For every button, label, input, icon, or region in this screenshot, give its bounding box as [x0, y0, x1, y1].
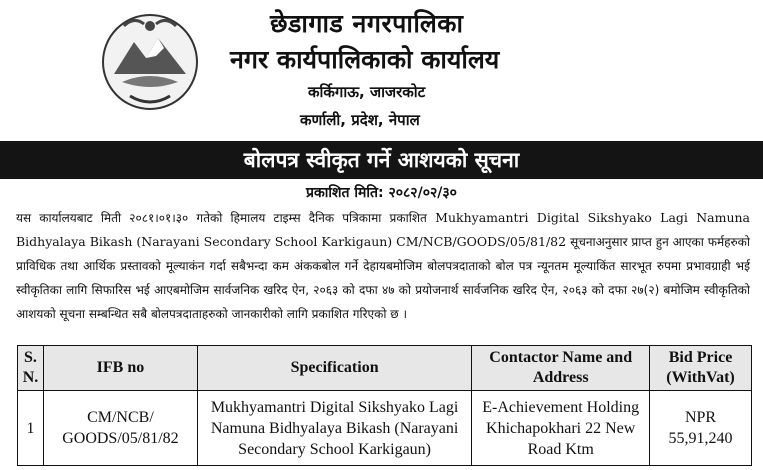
cell-spec: Mukhyamantri Digital Sikshyako Lagi Namuna Bidhyalaya Bikash (Narayani Secondary School Karkigaun) — [197, 391, 471, 466]
col-header-price: Bid Price (WithVat) — [650, 346, 752, 391]
published-date: २०८२/०२/३० — [388, 185, 457, 201]
cell-price: NPR 55,91,240 — [650, 391, 752, 466]
col-header-spec: Specification — [197, 346, 471, 391]
body-project-name: Mukhyamantri Digital Sikshyako Lagi Namuna Bidhyalaya Bikash (Narayani Secondary School Karkigaun) CM/NCB/GOODS/05/81/82 — [16, 210, 751, 249]
col-header-contractor: Contactor Name and Address — [472, 346, 650, 391]
table-header-row — [18, 346, 752, 391]
office-name: नगर कार्यपालिकाको कार्यालय — [230, 45, 500, 74]
notice-title: बोलपत्र स्वीकृत गर्ने आशयको सूचना — [0, 141, 763, 179]
cell-sn: 1 — [18, 391, 44, 466]
cell-contractor: E-Achievement Holding Khichapokhari 22 New Road Ktm — [472, 391, 650, 466]
table-row — [18, 391, 752, 466]
col-header-ifb: IFB no — [43, 346, 197, 391]
col-header-sn: S. N. — [18, 346, 44, 391]
org-name: छेडागाड नगरपालिका — [270, 9, 464, 38]
body-text-part2: सूचनाअनुसार प्राप्त हुन आएका फर्महरुको प्राविधिक तथा आर्थिक प्रस्तावको मूल्याकंन गर्दा सबैभन्दा कम अंककबोल गर्ने देहायबमोजिम बोलपत्रदाताको बोल पत्र न्यूनतम मूल्याकिंत सारभूत रुपमा प्रभावग्राही भई स्वीकृतिका लागि सिफारिस भई आएबमोजिम सार्वजनिक खरिद ऐन, २०६३ को दफा ४७ को प्रयोजनार्थ सार्वजनिक खरिद ऐन, २०६३ को दफा २७(२) बमोजिम स्वीकृतिको आशयको सूचना सम्बन्धित सबै बोलपत्रदाताहरुको जानकारीको लागि प्रकाशित गरिएको छ । — [16, 235, 750, 321]
published-label: प्रकाशित मिति: — [306, 185, 384, 201]
address-line-1: कर्किगाऊ, जाजरकोट — [308, 83, 426, 101]
address-line-2: कर्णाली, प्रदेश, नेपाल — [300, 111, 420, 129]
body-text-part1: यस कार्यालयबाट मिती २०८१।०१।३० गतेको हिमालय टाइम्स दैनिक पत्रिकामा प्रकाशित — [16, 211, 427, 225]
bid-table — [17, 345, 752, 466]
cell-ifb: CM/NCB/ GOODS/05/81/82 — [43, 391, 197, 466]
notice-header — [0, 0, 763, 140]
nepal-emblem-icon — [100, 12, 200, 112]
published-date-line — [0, 183, 763, 202]
notice-body — [16, 206, 750, 326]
